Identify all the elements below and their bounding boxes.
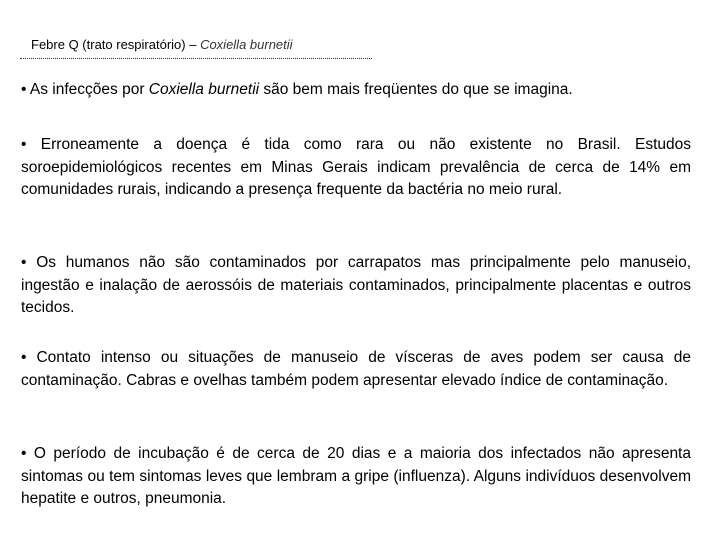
paragraph-3-text: Os humanos não são contaminados por carrapatos mas principalmente pelo manuseio, ingestão e inalação de aerossóis de materiais contaminados, principalmente placentas e outros tecidos. — [21, 254, 692, 317]
bullet-paragraph-3 — [21, 252, 691, 320]
bullet-paragraph-5 — [21, 443, 691, 511]
slide-title — [31, 37, 293, 53]
paragraph-1-before: As infecções por — [29, 81, 149, 98]
bullet-paragraph-2 — [21, 134, 691, 202]
bullet-paragraph-4 — [21, 347, 691, 392]
title-species: Coxiella burnetii — [200, 37, 293, 52]
bullet-marker: • — [21, 254, 27, 271]
bullet-paragraph-1 — [21, 79, 691, 102]
paragraph-4-text: Contato intenso ou situações de manuseio de vísceras de aves podem ser causa de contaminação. Cabras e ovelhas também podem apresentar elevado índice de contaminação. — [21, 349, 691, 389]
title-prefix: Febre Q (trato respiratório) – — [31, 37, 201, 52]
paragraph-1-after: são bem mais freqüentes do que se imagina. — [259, 81, 573, 98]
title-underline — [20, 58, 372, 59]
bullet-marker: • — [21, 349, 27, 366]
paragraph-2-text: Erroneamente a doença é tida como rara ou não existente no Brasil. Estudos soroepidemiológicos recentes em Minas Gerais indicam prevalência de cerca de 14% em comunidades rurais, indicando a presença frequente da bactéria no meio rural. — [21, 136, 691, 199]
bullet-marker: • — [21, 136, 27, 153]
bullet-marker: • — [21, 445, 27, 462]
paragraph-1-species: Coxiella burnetii — [148, 81, 260, 98]
bullet-marker: • — [21, 81, 27, 98]
paragraph-5-text: O período de incubação é de cerca de 20 dias e a maioria dos infectados não apresenta sintomas ou tem sintomas leves que lembram a gripe (influenza). Alguns indivíduos desenvolvem hepatite e outros, pneumonia. — [21, 445, 691, 508]
